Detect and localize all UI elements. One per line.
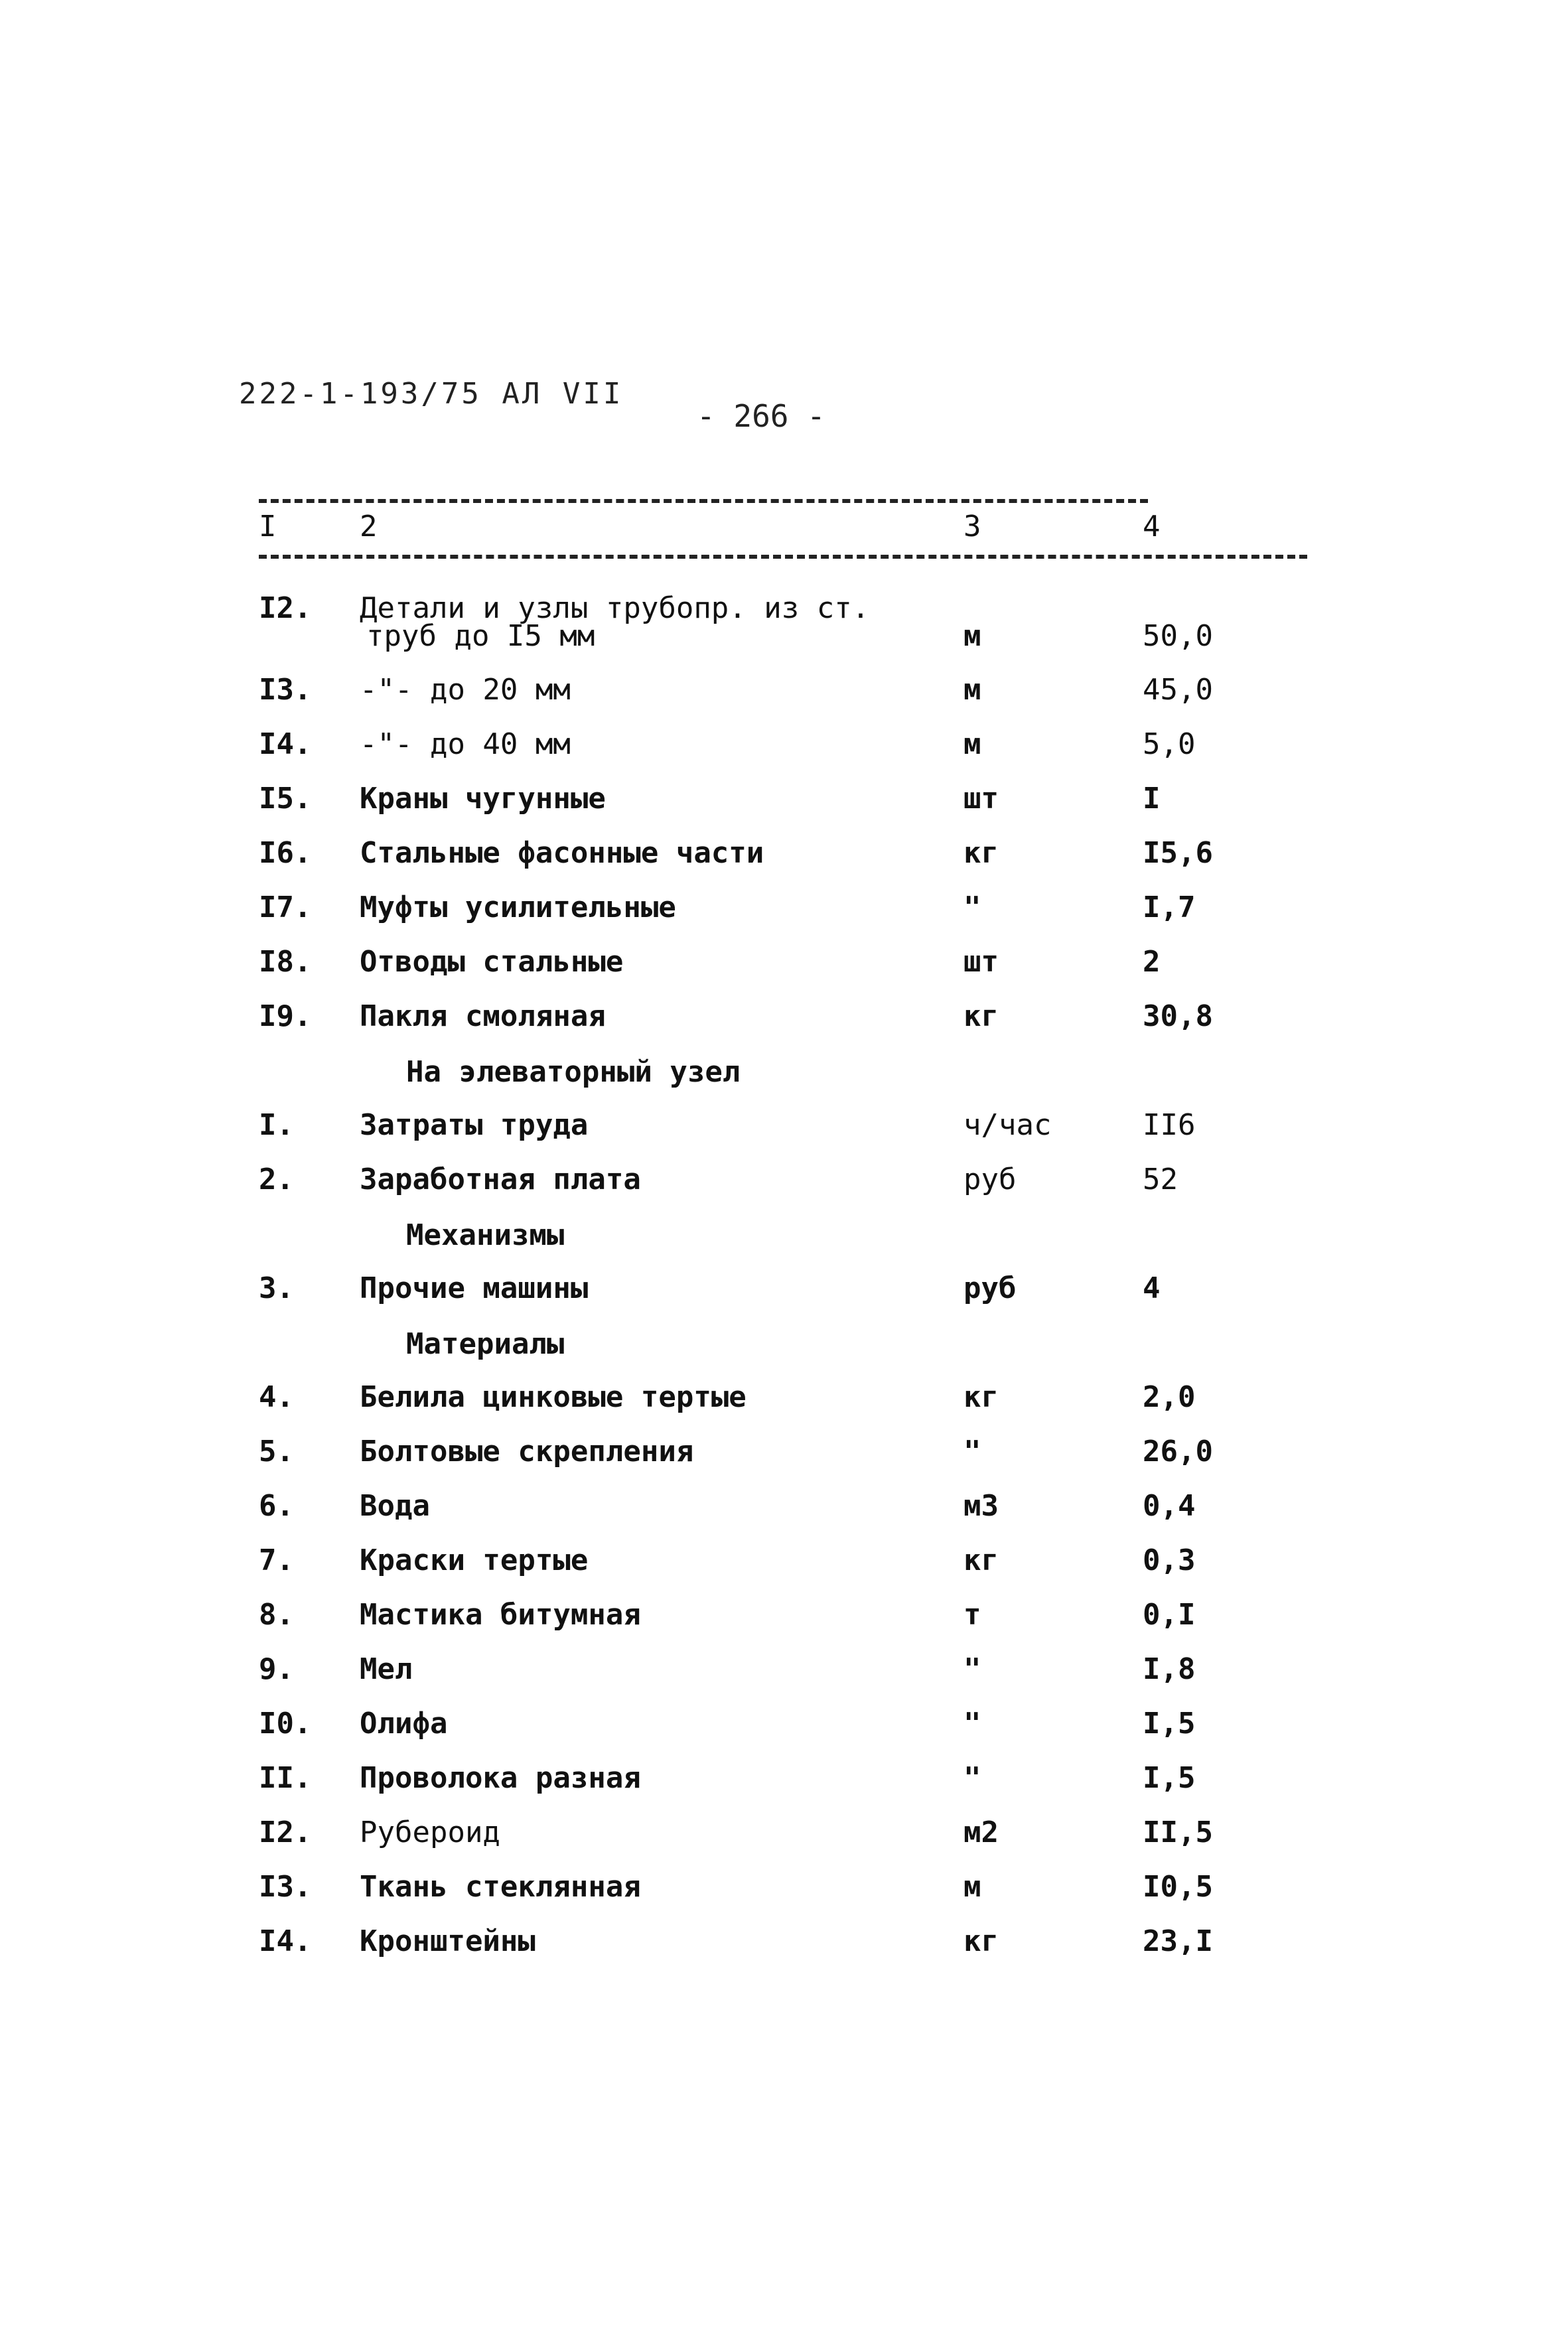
row-number: I5. bbox=[259, 782, 312, 816]
row-name: Белила цинковые тертые bbox=[360, 1380, 747, 1414]
column-header-4: 4 bbox=[1143, 510, 1161, 543]
row-value: 23,I bbox=[1143, 1924, 1213, 1958]
row-value: II6 bbox=[1143, 1108, 1196, 1142]
row-number: 6. bbox=[259, 1489, 294, 1523]
row-unit: кг bbox=[963, 999, 999, 1033]
row-value: 2 bbox=[1143, 945, 1161, 979]
row-unit: " bbox=[963, 1652, 981, 1686]
row-value: 5,0 bbox=[1143, 727, 1196, 761]
row-value: 4 bbox=[1143, 1271, 1161, 1305]
row-value: 0,4 bbox=[1143, 1489, 1196, 1523]
row-name: Прочие машины bbox=[360, 1271, 589, 1305]
row-number: I6. bbox=[259, 836, 312, 870]
column-header-3: 3 bbox=[963, 510, 981, 543]
row-unit: руб bbox=[963, 1163, 1017, 1196]
row-number: 2. bbox=[259, 1163, 294, 1196]
row-number: I3. bbox=[259, 1870, 312, 1904]
row-unit: " bbox=[963, 1761, 981, 1795]
row-name: Проволока разная bbox=[360, 1761, 641, 1795]
row-number: 8. bbox=[259, 1598, 294, 1632]
row-unit: м3 bbox=[963, 1489, 999, 1523]
row-number: I2. bbox=[259, 1816, 312, 1849]
row-unit: руб bbox=[963, 1271, 1017, 1305]
row-number: I4. bbox=[259, 727, 312, 761]
row-value: I,5 bbox=[1143, 1707, 1196, 1741]
row-name: Кронштейны bbox=[360, 1924, 535, 1958]
row-name: Рубероид bbox=[360, 1816, 500, 1849]
row-unit: " bbox=[963, 891, 981, 924]
row-name: Пакля смоляная bbox=[360, 999, 606, 1033]
section-heading-materials: Материалы bbox=[406, 1327, 565, 1361]
row-name: Отводы стальные bbox=[360, 945, 624, 979]
document-code: 222-1-193/75 АЛ VII bbox=[239, 377, 624, 411]
row-name: -"- до 40 мм bbox=[360, 727, 571, 761]
row-unit: кг bbox=[963, 1924, 999, 1958]
row-name: Муфты усилительные bbox=[360, 891, 676, 924]
row-value: 0,3 bbox=[1143, 1543, 1196, 1577]
row-number: I3. bbox=[259, 673, 312, 707]
row-unit: " bbox=[963, 1435, 981, 1468]
row-value: 2,0 bbox=[1143, 1380, 1196, 1414]
row-value: 45,0 bbox=[1143, 673, 1213, 707]
row-number: 3. bbox=[259, 1271, 294, 1305]
row-name: Ткань стеклянная bbox=[360, 1870, 641, 1904]
row-name: Болтовые скрепления bbox=[360, 1435, 694, 1468]
row-unit: кг bbox=[963, 1543, 999, 1577]
row-unit: кг bbox=[963, 836, 999, 870]
row-value: I,7 bbox=[1143, 891, 1196, 924]
row-name: Стальные фасонные части bbox=[360, 836, 764, 870]
row-unit: м2 bbox=[963, 1816, 999, 1849]
row-unit: шт bbox=[963, 782, 999, 816]
row-number: I4. bbox=[259, 1924, 312, 1958]
row-value: 52 bbox=[1143, 1163, 1178, 1196]
row-name: Мел bbox=[360, 1652, 413, 1686]
row-name: Олифа bbox=[360, 1707, 448, 1741]
header-top-rule bbox=[259, 499, 1148, 503]
section-heading-elevator: На элеваторный узел bbox=[406, 1055, 741, 1089]
row-number: II. bbox=[259, 1761, 312, 1795]
row-unit: м bbox=[963, 619, 981, 653]
column-header-1: I bbox=[259, 510, 277, 543]
row-unit: шт bbox=[963, 945, 999, 979]
section-heading-mechanisms: Механизмы bbox=[406, 1218, 565, 1252]
row-unit: м bbox=[963, 1870, 981, 1904]
row-value: I5,6 bbox=[1143, 836, 1213, 870]
row-name: Заработная плата bbox=[360, 1163, 641, 1196]
row-value: I0,5 bbox=[1143, 1870, 1213, 1904]
row-value: I,5 bbox=[1143, 1761, 1196, 1795]
row-unit: ч/час bbox=[963, 1108, 1052, 1142]
row-unit: кг bbox=[963, 1380, 999, 1414]
row-name: Затраты труда bbox=[360, 1108, 589, 1142]
row-value: 30,8 bbox=[1143, 999, 1213, 1033]
row-value: II,5 bbox=[1143, 1816, 1213, 1849]
row-number: 4. bbox=[259, 1380, 294, 1414]
row-unit: " bbox=[963, 1707, 981, 1741]
row-unit: м bbox=[963, 673, 981, 707]
row-value: 26,0 bbox=[1143, 1435, 1213, 1468]
row-name-continued: труб до I5 мм bbox=[366, 619, 595, 653]
row-number: I7. bbox=[259, 891, 312, 924]
row-number: I9. bbox=[259, 999, 312, 1033]
row-name: Детали и узлы трубопр. из ст. bbox=[360, 591, 870, 625]
row-number: I2. bbox=[259, 591, 312, 625]
row-name: Вода bbox=[360, 1489, 430, 1523]
row-value: 0,I bbox=[1143, 1598, 1196, 1632]
row-name: Краны чугунные bbox=[360, 782, 606, 816]
row-number: 7. bbox=[259, 1543, 294, 1577]
row-number: 9. bbox=[259, 1652, 294, 1686]
row-value: I bbox=[1143, 782, 1161, 816]
row-number: I8. bbox=[259, 945, 312, 979]
row-number: I0. bbox=[259, 1707, 312, 1741]
column-header-2: 2 bbox=[360, 510, 378, 543]
row-value: 50,0 bbox=[1143, 619, 1213, 653]
row-unit: м bbox=[963, 727, 981, 761]
row-number: 5. bbox=[259, 1435, 294, 1468]
page-number: - 266 - bbox=[697, 398, 825, 434]
row-name: Краски тертые bbox=[360, 1543, 589, 1577]
row-name: -"- до 20 мм bbox=[360, 673, 571, 707]
row-number: I. bbox=[259, 1108, 294, 1142]
row-name: Мастика битумная bbox=[360, 1598, 641, 1632]
header-bottom-rule bbox=[259, 555, 1307, 559]
row-value: I,8 bbox=[1143, 1652, 1196, 1686]
row-unit: т bbox=[963, 1598, 981, 1632]
